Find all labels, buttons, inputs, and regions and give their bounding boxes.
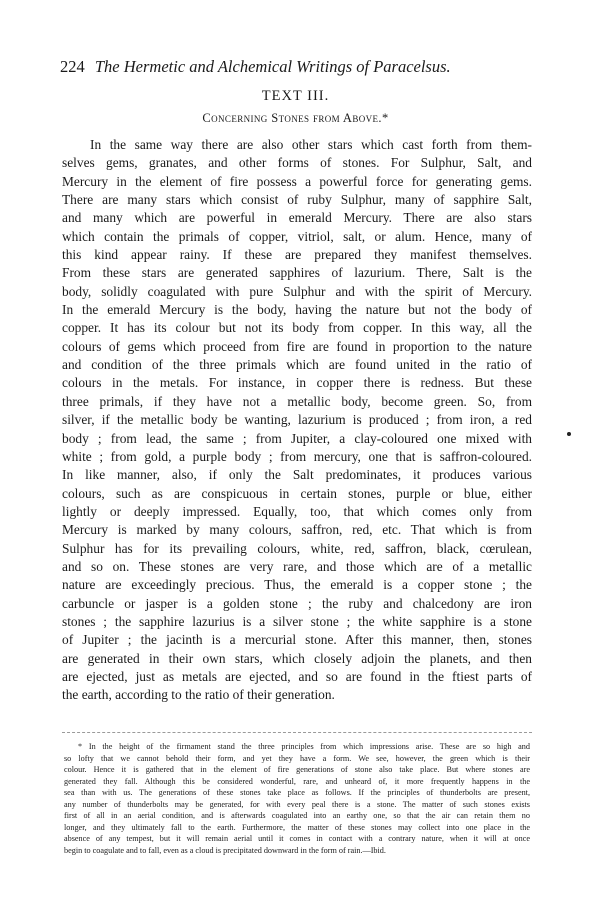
body-line: body ; from lead, the same ; from Jupiter, a clay-coloured one mixed with <box>62 430 532 446</box>
body-line: In the same way there are also other stars which cast forth from them- <box>90 137 532 152</box>
body-line: lightly or deeply impressed. Equally, too, that which comes only from <box>62 503 532 519</box>
body-line: colours in the metals. For instance, in copper there is redness. But these <box>62 375 532 391</box>
body-line: In the emerald Mercury is the body, having the nature but not the body of <box>62 302 532 318</box>
body-line: stones ; the sapphire lazurius is a silver stone ; the white sapphire is a stone <box>62 613 532 629</box>
body-line: and condition of the three primals which are found united in the ratio of <box>62 357 532 373</box>
footnote-line: first of all in an aerial condition, and is afterwards coagulated into an earthy one, so that the air can retain them no <box>64 811 530 821</box>
body-line: colours of gems which proceed from fire are found in proportion to the nature <box>62 338 532 354</box>
body-line: of Jupiter ; the jacinth is a mercurial stone. After this manner, then, stones <box>62 632 532 648</box>
footnote-line: longer, and they ultimately fall to the earth. Furthermore, the matter of these stones may collect into one place in the <box>64 822 530 832</box>
body-line: are ejected, just as metals are ejected, and so are found in the ftiest parts of <box>62 668 532 684</box>
footnote-line: * In the height of the firmament stand the three principles from which impressions arise. These are so high and <box>78 742 530 751</box>
text-number-heading: TEXT III. <box>261 88 330 104</box>
body-line: Sulphur has for its prevailing colours, white, red, saffron, black, cœrulean, <box>62 540 532 556</box>
body-line: From these stars are generated sapphires of lazurium. There, Salt is the <box>62 265 532 281</box>
section-subheading: Concerning Stones from Above.* <box>202 111 389 125</box>
footnote-line: so lofty that we cannot behold their form, and yet they have a form. We see, however, the green which is their <box>64 753 530 763</box>
body-line: colours, such as are conspicuous in certain stones, purple or blue, either <box>62 485 532 501</box>
body-line: the earth, according to the ratio of their generation. <box>62 687 335 703</box>
page-number: 224 <box>60 57 85 76</box>
body-line: which contain the primals of copper, vitriol, salt, or alum. Hence, many of <box>62 228 532 244</box>
margin-speck <box>567 432 571 436</box>
body-line: silver, if the metallic body be wanting, lazurium is produced ; from iron, a red <box>62 412 532 428</box>
body-line: three primals, if they have not a metallic body, become green. So, from <box>62 393 532 409</box>
body-line: and many which are powerful in emerald Mercury. There are also stars <box>62 210 532 226</box>
body-line: In like manner, also, if only the Salt predominates, it produces various <box>62 467 532 483</box>
footnote-line: sea than with us. The generations of these stones take place as follows. If the principles of thunderbolts are present, <box>64 788 530 798</box>
body-line: white ; from gold, a purple body ; from mercury, one that is saffron-coloured. <box>62 448 532 464</box>
body-text <box>62 136 532 705</box>
body-line: nature are exceedingly precious. Thus, the emerald is a copper stone ; the <box>62 577 532 593</box>
footnote <box>64 741 530 856</box>
body-line: and so on. These stones are very rare, and those which are of a metallic <box>62 558 532 574</box>
body-line: are generated in their own stars, which closely adjoin the planets, and then <box>62 650 532 666</box>
footnote-divider <box>62 732 532 733</box>
footnote-line: generated they fall. Although this be considered wonderful, rare, and unheard of, it more frequently happens in the <box>64 776 530 786</box>
body-line: this kind appear rainy. If these are prepared they manifest themselves. <box>62 247 532 263</box>
body-line: selves gems, granates, and other forms of stones. For Sulphur, Salt, and <box>62 155 532 171</box>
running-title: The Hermetic and Alchemical Writings of Paracelsus. <box>94 57 451 76</box>
body-line: carbuncle or jasper is a golden stone ; the ruby and chalcedony are iron <box>62 595 532 611</box>
body-line: body, solidly coagulated with pure Sulphur and with the spirit of Mercury. <box>62 283 532 299</box>
footnote-line: colour. Hence it is gathered that in the element of fire generations of stone also take place. But where stones are <box>64 765 530 775</box>
body-line: Mercury is marked by many colours, saffron, red, etc. That which is from <box>62 522 532 538</box>
running-header <box>60 56 540 78</box>
body-line: Mercury in the element of fire possess a powerful force for generating gems. <box>62 173 532 189</box>
footnote-line: any number of thunderbolts may be generated, for with every peal there is a stone. The matter of such stones exists <box>64 799 530 809</box>
body-line: There are many stars which consist of ruby Sulphur, many of sapphire Salt, <box>62 192 532 208</box>
body-line: copper. It has its colour but not its body from copper. In this way, all the <box>62 320 532 336</box>
footnote-line: begin to coagulate and to fall, even as a cloud is precipitated downward in the form of rain.—Ibid. <box>64 845 386 855</box>
footnote-line: absence of any tempest, but it will remain aerial until it comes in contact with a contrary nature, when it will at once <box>64 834 530 844</box>
